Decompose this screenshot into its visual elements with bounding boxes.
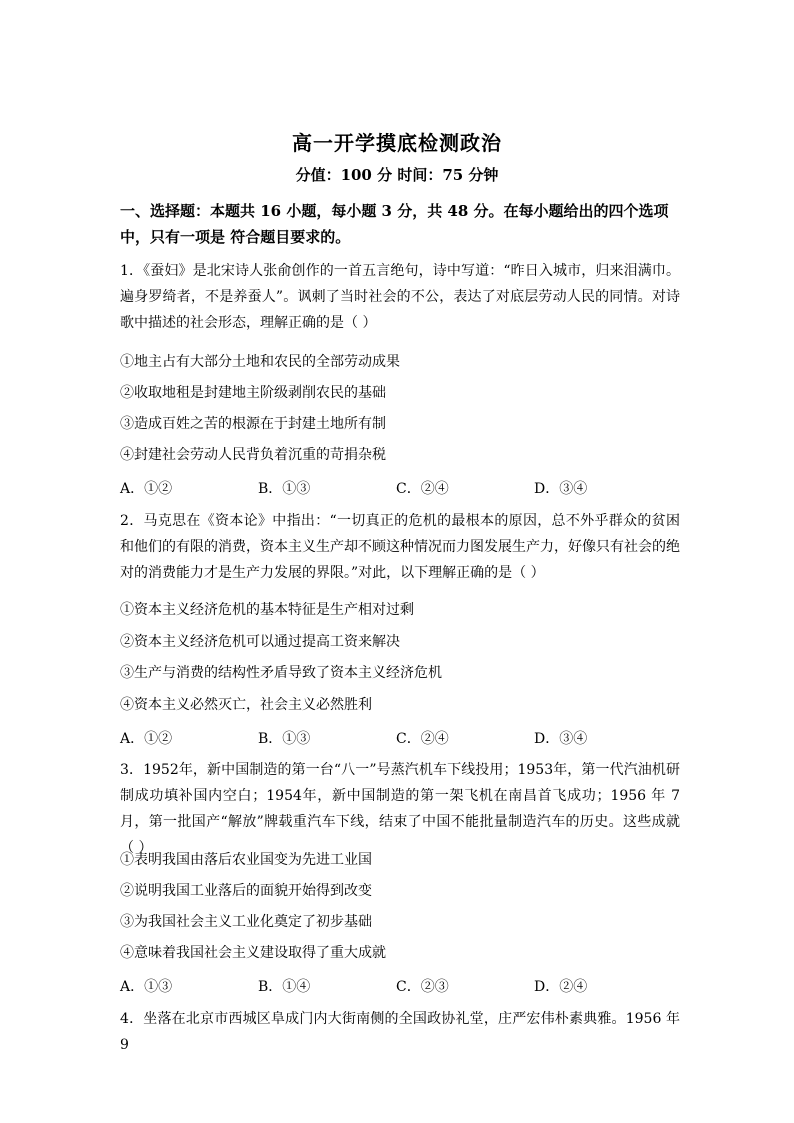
question-2-item-4: ④资本主义必然灭亡，社会主义必然胜利 bbox=[120, 697, 372, 713]
question-4-stem: 4．坐落在北京市西城区阜成门内大街南侧的全国政协礼堂，庄严宏伟朴素典雅。1956 年 9 bbox=[120, 1011, 680, 1053]
question-1-choices bbox=[120, 478, 680, 500]
choice-d: D．③④ bbox=[534, 481, 588, 497]
question-3-item-4: ④意味着我国社会主义建设取得了重大成就 bbox=[120, 945, 386, 961]
question-1-item-2: ②收取地租是封建地主阶级剥削农民的基础 bbox=[120, 385, 386, 401]
question-2-stem: 2．马克思在《资本论》中指出：“一切真正的危机的最根本的原因，总不外乎群众的贫困和他们的有限的消费，资本主义生产却不顾这种情况而力图发展生产力，好像只有社会的绝对的消费能力才是生产力发展的界限。”对此，以下理解正确的是（ ） bbox=[120, 513, 680, 581]
choice-a: A．①③ bbox=[120, 979, 173, 995]
choice-d: D．②④ bbox=[534, 979, 588, 995]
question-3-item-3: ③为我国社会主义工业化奠定了初步基础 bbox=[120, 914, 372, 930]
choice-b: B．①③ bbox=[258, 731, 311, 747]
question-3-item-2: ②说明我国工业落后的面貌开始得到改变 bbox=[120, 883, 372, 899]
question-1-item-3: ③造成百姓之苦的根源在于封建土地所有制 bbox=[120, 416, 386, 432]
choice-b: B．①③ bbox=[258, 481, 311, 497]
question-3-choices bbox=[120, 976, 680, 998]
question-3-item-1: ①表明我国由落后农业国变为先进工业国 bbox=[120, 852, 372, 868]
question-2-item-3: ③生产与消费的结构性矛盾导致了资本主义经济危机 bbox=[120, 665, 442, 681]
choice-b: B．①④ bbox=[258, 979, 311, 995]
question-1-item-4: ④封建社会劳动人民背负着沉重的苛捐杂税 bbox=[120, 447, 386, 463]
choice-a: A．①② bbox=[120, 731, 173, 747]
choice-c: C．②④ bbox=[396, 731, 449, 747]
score-time-info: 分值：100 分 时间：75 分钟 bbox=[295, 166, 499, 184]
question-3-stem: 3．1952年，新中国制造的第一台“八一”号蒸汽机车下线投用；1953年，第一代汽油机研制成功填补国内空白；1954年，新中国制造的第一架飞机在南昌首飞成功；1956 年 7 月，第一批国产“解放”牌载重汽车下线，结束了中国不能批量制造汽车的历史。这些成就（ ） bbox=[120, 762, 680, 856]
choice-a: A．①② bbox=[120, 481, 173, 497]
choice-c: C．②④ bbox=[396, 481, 449, 497]
question-2-item-2: ②资本主义经济危机可以通过提高工资来解决 bbox=[120, 634, 400, 650]
question-2-item-1: ①资本主义经济危机的基本特征是生产相对过剩 bbox=[120, 602, 414, 618]
choice-c: C．②③ bbox=[396, 979, 449, 995]
section-heading: 一、选择题：本题共 16 小题，每小题 3 分，共 48 分。在每小题给出的四个选项中，只有一项是 符合题目要求的。 bbox=[120, 202, 669, 246]
question-1-stem: 1．《蚕妇》是北宋诗人张俞创作的一首五言绝句，诗中写道：“昨日入城市，归来泪满巾。遍身罗绮者，不是养蚕人”。讽刺了当时社会的不公，表达了对底层劳动人民的同情。对诗歌中描述的社会形态，理解正确的是（ ） bbox=[120, 263, 680, 331]
choice-d: D．③④ bbox=[534, 731, 588, 747]
page-title: 高一开学摸底检测政治 bbox=[292, 131, 502, 155]
question-2-choices bbox=[120, 728, 680, 750]
question-1-item-1: ①地主占有大部分土地和农民的全部劳动成果 bbox=[120, 354, 400, 370]
